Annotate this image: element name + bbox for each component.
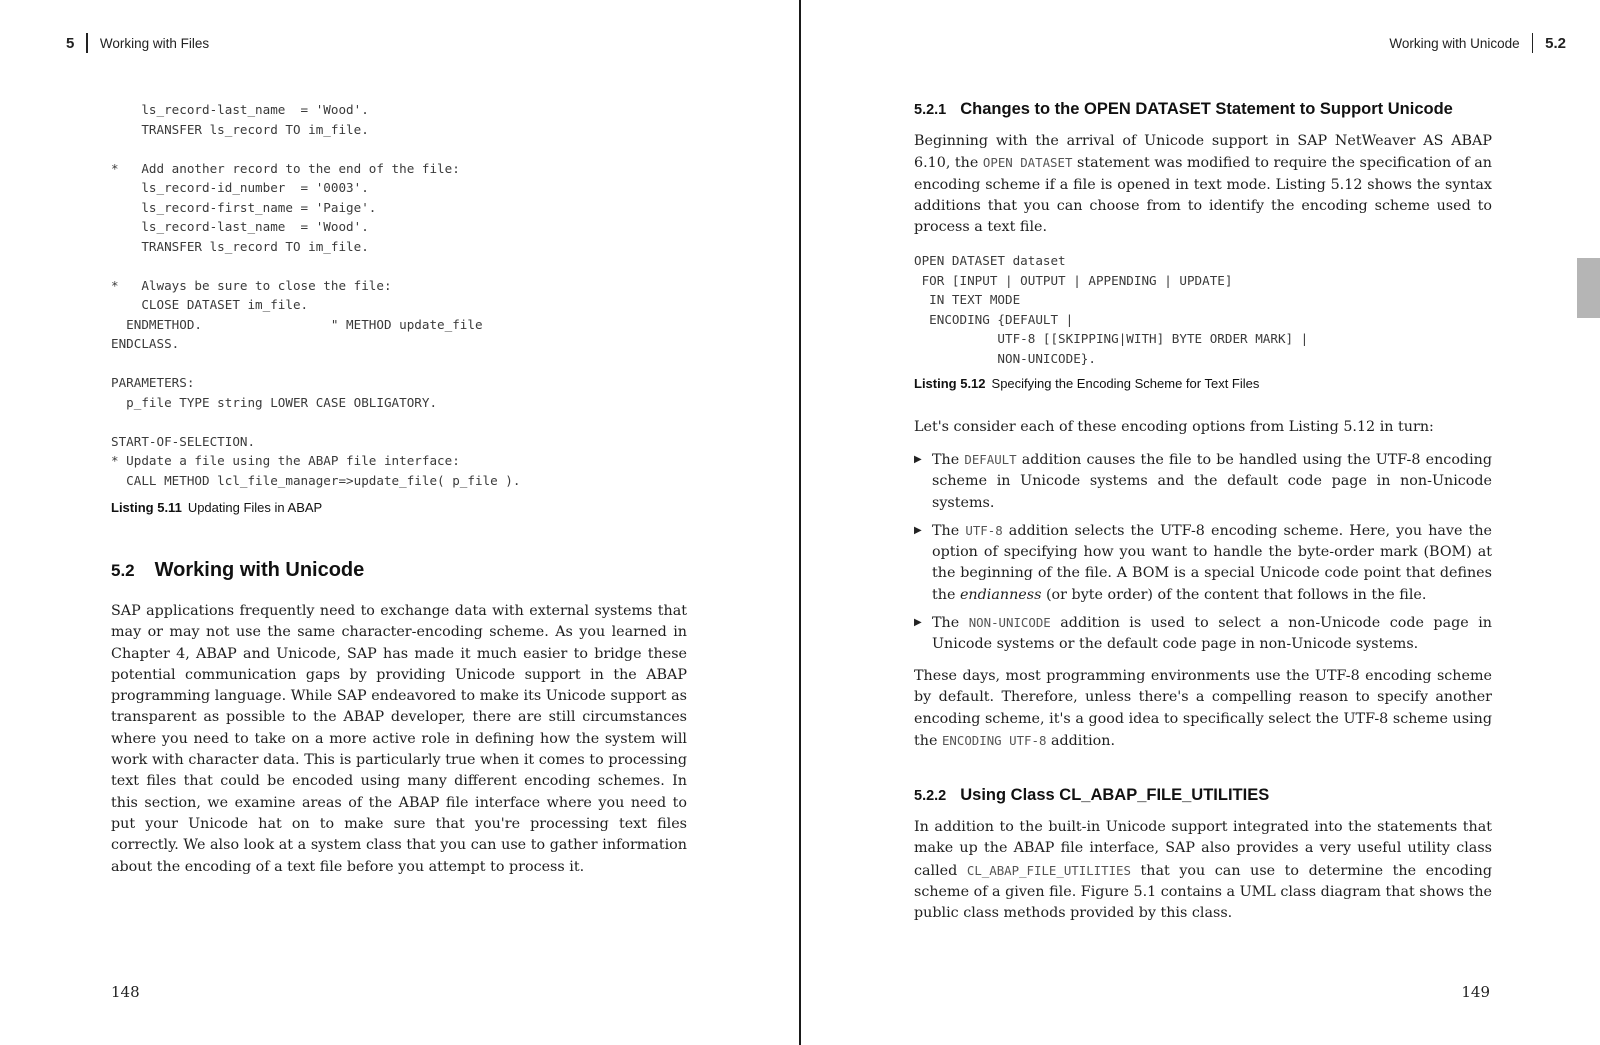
paragraph-consider-options: Let's consider each of these encoding options from Listing 5.12 in turn: xyxy=(914,419,1434,435)
inline-code: NON-UNICODE xyxy=(968,615,1051,631)
section-title: Working with Unicode xyxy=(154,559,365,581)
caption-label: Listing 5.11 xyxy=(111,500,182,515)
subsection-heading-5-2-2 xyxy=(914,786,1269,805)
list-item: ▶ The NON-UNICODE addition is used to select a non-Unicode code page in Unicode systems or the default code page in non-Unicode systems. xyxy=(914,612,1492,656)
paragraph-file-utilities: In addition to the built-in Unicode support integrated into the statements that make up the ABAP file interface, SAP also provides a very useful utility class called CL_ABAP_FILE_UTILITIES that you can use to determine the encoding scheme of a given file. Figure 5.1 contains a UML class diagram that shows the public class methods provided by this class. xyxy=(914,819,1492,922)
intro-paragraph: SAP applications frequently need to exchange data with external systems that may or may not use the same character-encoding scheme. As you learned in Chapter 4, ABAP and Unicode, SAP has made it much easier to bridge these potential communication gaps by providing Unicode support in the ABAP programming language. While SAP endeavored to make its Unicode support as transparent as possible to the ABAP developer, there are still circumstances where you need to take on a more active role in defining how the system will work with character data. This is particularly true when it comes to processing text files that could be encoded using many different encoding schemes. In this section, we examine areas of the ABAP file interface where you need to put your Unicode hat on to make sure that you're processing text files correctly. We also look at a system class that you can use to gather information about the encoding of a text file before you attempt to process it. xyxy=(111,603,687,875)
subsection-heading-5-2-1 xyxy=(914,100,1453,119)
header-divider xyxy=(1532,33,1534,53)
listing-5-11-caption xyxy=(111,500,322,515)
page-number-left: 148 xyxy=(111,983,140,1001)
list-item: ▶ The DEFAULT addition causes the file to be handled using the UTF-8 encoding scheme in Unicode systems and the default code page in non-Unicode systems. xyxy=(914,449,1492,514)
inline-code: ENCODING UTF-8 xyxy=(941,732,1047,748)
page-gutter xyxy=(799,0,801,1045)
chapter-number: 5 xyxy=(66,35,75,52)
left-running-header xyxy=(66,33,209,53)
header-divider xyxy=(86,33,88,53)
section-heading xyxy=(111,559,364,582)
paragraph-utf8-default: These days, most programming environments use the UTF-8 encoding scheme by default. Therefore, unless there's a compelling reason to specify another encoding scheme, it's a good idea to specifically select the UTF-8 scheme using the ENCODING UTF-8 addition. xyxy=(914,668,1492,749)
header-section-number: 5.2 xyxy=(1545,35,1566,52)
bullet-triangle-icon: ▶ xyxy=(914,454,922,465)
emphasis: endianness xyxy=(959,586,1042,603)
right-page xyxy=(802,0,1600,1045)
chapter-thumb-tab xyxy=(1577,258,1600,318)
caption-text: Updating Files in ABAP xyxy=(187,500,323,515)
caption-text: Specifying the Encoding Scheme for Text Files xyxy=(991,376,1260,391)
right-running-header xyxy=(1389,33,1566,53)
caption-label: Listing 5.12 xyxy=(914,376,986,391)
code-listing-5-12: OPEN DATASET dataset FOR [INPUT | OUTPUT | APPENDING | UPDATE] IN TEXT MODE ENCODING {DEFAULT | UTF-8 [[SKIPPING|WITH] BYTE ORDER MARK] | NON-UNICODE}. xyxy=(914,253,1309,366)
bullet-triangle-icon: ▶ xyxy=(914,617,922,629)
inline-code: CL_ABAP_FILE_UTILITIES xyxy=(966,862,1131,878)
code-listing-5-11: ls_record-last_name = 'Wood'. TRANSFER ls_record TO im_file. * Add another record to the end of the file: ls_record-id_number = '0003'. ls_record-first_name = 'Paige'. ls_record-last_name = 'Wood'. TRANSFER ls_record TO im_file. * Always be sure to close the file: CLOSE DATASET im_file. ENDMETHOD. " METHOD update_file ENDCLASS. PARAMETERS: p_file TYPE string LOWER CASE OBLIGATORY. START-OF-SELECTION. * Update a file using the ABAP file interface: CALL METHOD lcl_file_manager=>update_file( p_file ). xyxy=(111,102,521,488)
subsection-number: 5.2.1 xyxy=(914,102,947,118)
listing-5-12-caption xyxy=(914,376,1259,391)
inline-code: OPEN DATASET xyxy=(982,155,1073,171)
header-section-title: Working with Unicode xyxy=(1389,36,1520,51)
list-item: ▶ The UTF-8 addition selects the UTF-8 encoding scheme. Here, you have the option of specifying how you want to handle the byte-order mark (BOM) at the beginning of the file. A BOM is a special Unicode code point that defines the endianness (or byte order) of the content that follows in the file. xyxy=(914,520,1492,606)
left-page xyxy=(0,0,799,1045)
chapter-title: Working with Files xyxy=(99,36,210,51)
paragraph-open-dataset: Beginning with the arrival of Unicode support in SAP NetWeaver AS ABAP 6.10, the OPEN DATASET statement was modified to require the specification of an encoding scheme if a file is opened in text mode. Listing 5.12 shows the syntax additions that you can choose from to identify the encoding scheme used to process a text file. xyxy=(914,133,1492,236)
inline-code: DEFAULT xyxy=(964,452,1017,467)
inline-code: UTF-8 xyxy=(965,522,1003,538)
bullet-triangle-icon: ▶ xyxy=(914,524,922,536)
subsection-number: 5.2.2 xyxy=(914,788,947,804)
subsection-title: Using Class CL_ABAP_FILE_UTILITIES xyxy=(960,786,1270,804)
encoding-options-list xyxy=(914,449,1492,662)
section-number: 5.2 xyxy=(111,561,135,580)
page-number-right: 149 xyxy=(1461,983,1490,1001)
subsection-title: Changes to the OPEN DATASET Statement to Support Unicode xyxy=(960,100,1453,118)
